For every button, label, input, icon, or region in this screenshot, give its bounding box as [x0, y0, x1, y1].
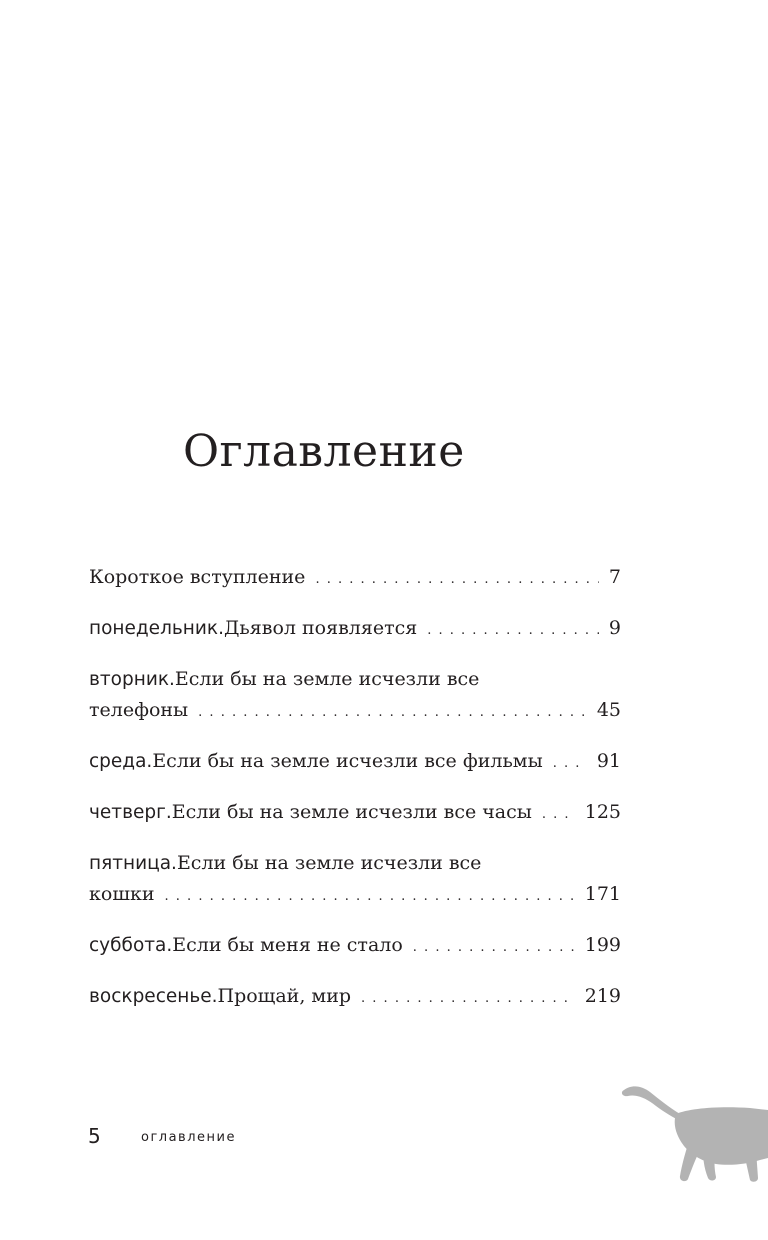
table-of-contents [89, 562, 621, 1032]
dot-leader [165, 882, 575, 912]
toc-entry-day: пятница. [89, 853, 177, 874]
dot-leader [542, 800, 575, 830]
toc-entry-friday[interactable] [89, 848, 621, 912]
toc-entry-title: Короткое вступление [89, 566, 306, 588]
toc-entry-title-continued: кошки [89, 883, 155, 905]
dot-leader [413, 933, 575, 963]
toc-entry-page: 219 [584, 985, 621, 1007]
toc-entry-title: Дьявол появляется [223, 617, 418, 639]
dot-leader [198, 698, 587, 728]
toc-entry-title: Если бы на земле исчезли все [174, 668, 480, 690]
toc-entry-monday[interactable] [89, 613, 621, 646]
toc-entry-page: 171 [584, 883, 621, 905]
toc-entry-title: Если бы на земле исчезли все [176, 852, 482, 874]
toc-entry-wednesday[interactable] [89, 746, 621, 779]
toc-entry-page: 199 [584, 934, 621, 956]
toc-entry-page: 45 [596, 699, 621, 721]
toc-entry-tuesday[interactable] [89, 664, 621, 728]
toc-entry-title: Если бы меня не стало [172, 934, 403, 956]
toc-entry-day: понедельник. [89, 618, 224, 639]
toc-entry-day: воскресенье. [89, 986, 218, 1007]
running-head: оглавление [141, 1130, 236, 1145]
toc-entry-intro[interactable] [89, 562, 621, 595]
toc-entry-title: Если бы на земле исчезли все фильмы [152, 750, 543, 772]
toc-entry-title: Если бы на земле исчезли все часы [171, 801, 532, 823]
toc-entry-thursday[interactable] [89, 797, 621, 830]
page-number: 5 [88, 1124, 101, 1148]
toc-entry-day: вторник. [89, 669, 175, 690]
page-title: Оглавление [183, 426, 465, 477]
toc-entry-page: 125 [584, 801, 621, 823]
toc-entry-page: 9 [608, 617, 621, 639]
dot-leader [315, 565, 598, 595]
toc-entry-day: четверг. [89, 802, 172, 823]
toc-entry-page: 7 [608, 566, 621, 588]
dot-leader [361, 984, 575, 1014]
toc-entry-page: 91 [596, 750, 621, 772]
toc-entry-day: среда. [89, 751, 153, 772]
cat-silhouette-icon [620, 1080, 768, 1185]
toc-entry-saturday[interactable] [89, 930, 621, 963]
toc-entry-title: Прощай, мир [217, 985, 352, 1007]
toc-entry-title-continued: телефоны [89, 699, 189, 721]
dot-leader [553, 749, 587, 779]
toc-entry-day: суббота. [89, 935, 173, 956]
dot-leader [427, 616, 599, 646]
toc-entry-sunday[interactable] [89, 981, 621, 1014]
